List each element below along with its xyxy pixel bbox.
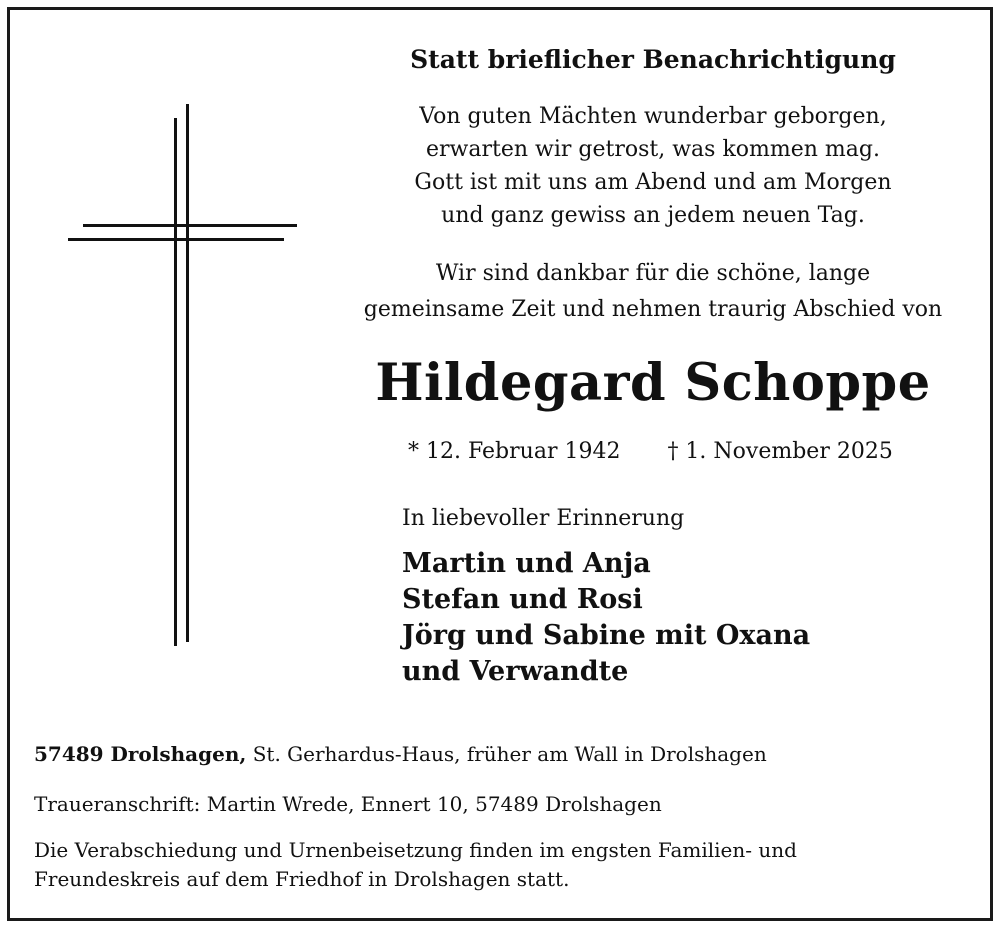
poem (320, 100, 986, 232)
remembrance-line: In liebevoller Erinnerung (402, 506, 685, 531)
mourning-address: Traueranschrift: Martin Wrede, Ennert 10, 57489 Drolshagen (34, 792, 662, 816)
birth-date: * 12. Februar 1942 (408, 439, 621, 464)
poem-line: Gott ist mit uns am Abend und am Morgen (414, 170, 892, 195)
location-detail: St. Gerhardus-Haus, früher am Wall in Drolshagen (246, 742, 767, 766)
intro-text (320, 256, 986, 328)
location-line (34, 740, 974, 769)
location-city: 57489 Drolshagen, (34, 742, 247, 766)
poem-line: erwarten wir getrost, was kommen mag. (426, 137, 880, 162)
mourner-entry: Jörg und Sabine mit Oxana (402, 620, 811, 651)
ceremony-note (34, 836, 974, 894)
mourner-entry: Martin und Anja (402, 548, 651, 579)
life-dates (408, 436, 893, 468)
poem-line: Von guten Mächten wunderbar geborgen, (419, 104, 887, 129)
intro-line: gemeinsame Zeit und nehmen traurig Abschied von (363, 297, 943, 322)
death-date: † 1. November 2025 (667, 439, 893, 464)
cross-icon (66, 100, 301, 650)
deceased-name: Hildegard Schoppe (375, 353, 931, 413)
mourner-entry: Stefan und Rosi (402, 584, 643, 615)
note-line: Freundeskreis auf dem Friedhof in Drolshagen statt. (34, 867, 570, 891)
notice-heading: Statt brieflicher Benachrichtigung (410, 45, 896, 74)
mourner-entry: und Verwandte (402, 656, 629, 687)
note-line: Die Verabschiedung und Urnenbeisetzung finden im engsten Familien- und (34, 838, 797, 862)
intro-line: Wir sind dankbar für die schöne, lange (435, 261, 871, 286)
poem-line: und ganz gewiss an jedem neuen Tag. (441, 203, 865, 228)
mourners-list (402, 546, 810, 690)
